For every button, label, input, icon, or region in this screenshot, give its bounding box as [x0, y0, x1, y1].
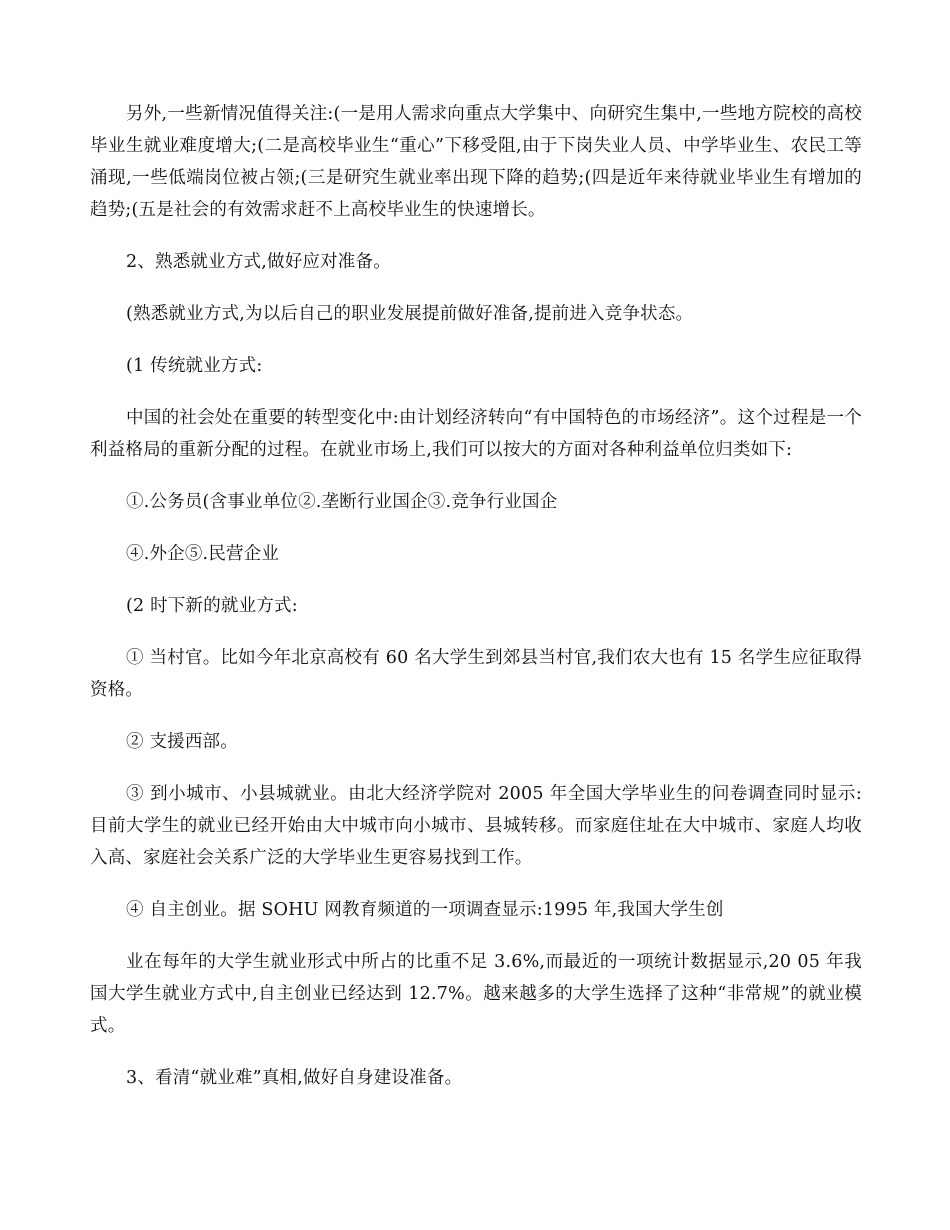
list-item-support-west: ② 支援西部。 [126, 732, 238, 752]
subheading-new-employment: (2 时下新的就业方式: [126, 596, 298, 616]
list-item-small-cities: ③ 到小城市、小县城就业。由北大经济学院对 2005 年全国大学毕业生的问卷调查同时显示:目前大学生的就业已经开始由大中城市向小城市、县城转移。而家庭住址在大中城市、家庭人均收入高、家庭社会关系广泛的大学毕业生更容易找到工作。 [90, 784, 862, 868]
paragraph-familiarize: (熟悉就业方式,为以后自己的职业发展提前做好准备,提前进入竞争状态。 [126, 304, 694, 324]
list-item-entrepreneurship: ④ 自主创业。据 SOHU 网教育频道的一项调查显示:1995 年,我国大学生创 [126, 900, 724, 920]
heading-section-3: 3、看清“就业难”真相,做好自身建设准备。 [126, 1068, 463, 1088]
paragraph-social-transition: 中国的社会处在重要的转型变化中:由计划经济转向“有中国特色的市场经济”。这个过程是一个利益格局的重新分配的过程。在就业市场上,我们可以按大的方面对各种利益单位归类如下: [90, 408, 862, 460]
list-item-village-official: ① 当村官。比如今年北京高校有 60 名大学生到郊县当村官,我们农大也有 15 名学生应征取得资格。 [90, 648, 862, 700]
list-line-employer-types-2: ④.外企⑤.民营企业 [126, 544, 280, 564]
document-body [90, 98, 862, 1114]
subheading-traditional-employment: (1 传统就业方式: [126, 356, 263, 376]
list-line-employer-types-1: ①.公务员(含事业单位②.垄断行业国企③.竞争行业国企 [126, 492, 558, 512]
heading-section-2: 2、熟悉就业方式,做好应对准备。 [126, 252, 391, 272]
paragraph-new-situations: 另外,一些新情况值得关注:(一是用人需求向重点大学集中、向研究生集中,一些地方院校的高校毕业生就业难度增大;(二是高校毕业生“重心”下移受阻,由于下岗失业人员、中学毕业生、农民工等涌现,一些低端岗位被占领;(三是研究生就业率出现下降的趋势;(四是近年来待就业毕业生有增加的趋势;(五是社会的有效需求赶不上高校毕业生的快速增长。 [90, 104, 862, 220]
paragraph-entrepreneurship-stats: 业在每年的大学生就业形式中所占的比重不足 3.6%,而最近的一项统计数据显示,20 05 年我国大学生就业方式中,自主创业已经达到 12.7%。越来越多的大学生选择了这种“非常规”的就业模式。 [90, 952, 862, 1036]
